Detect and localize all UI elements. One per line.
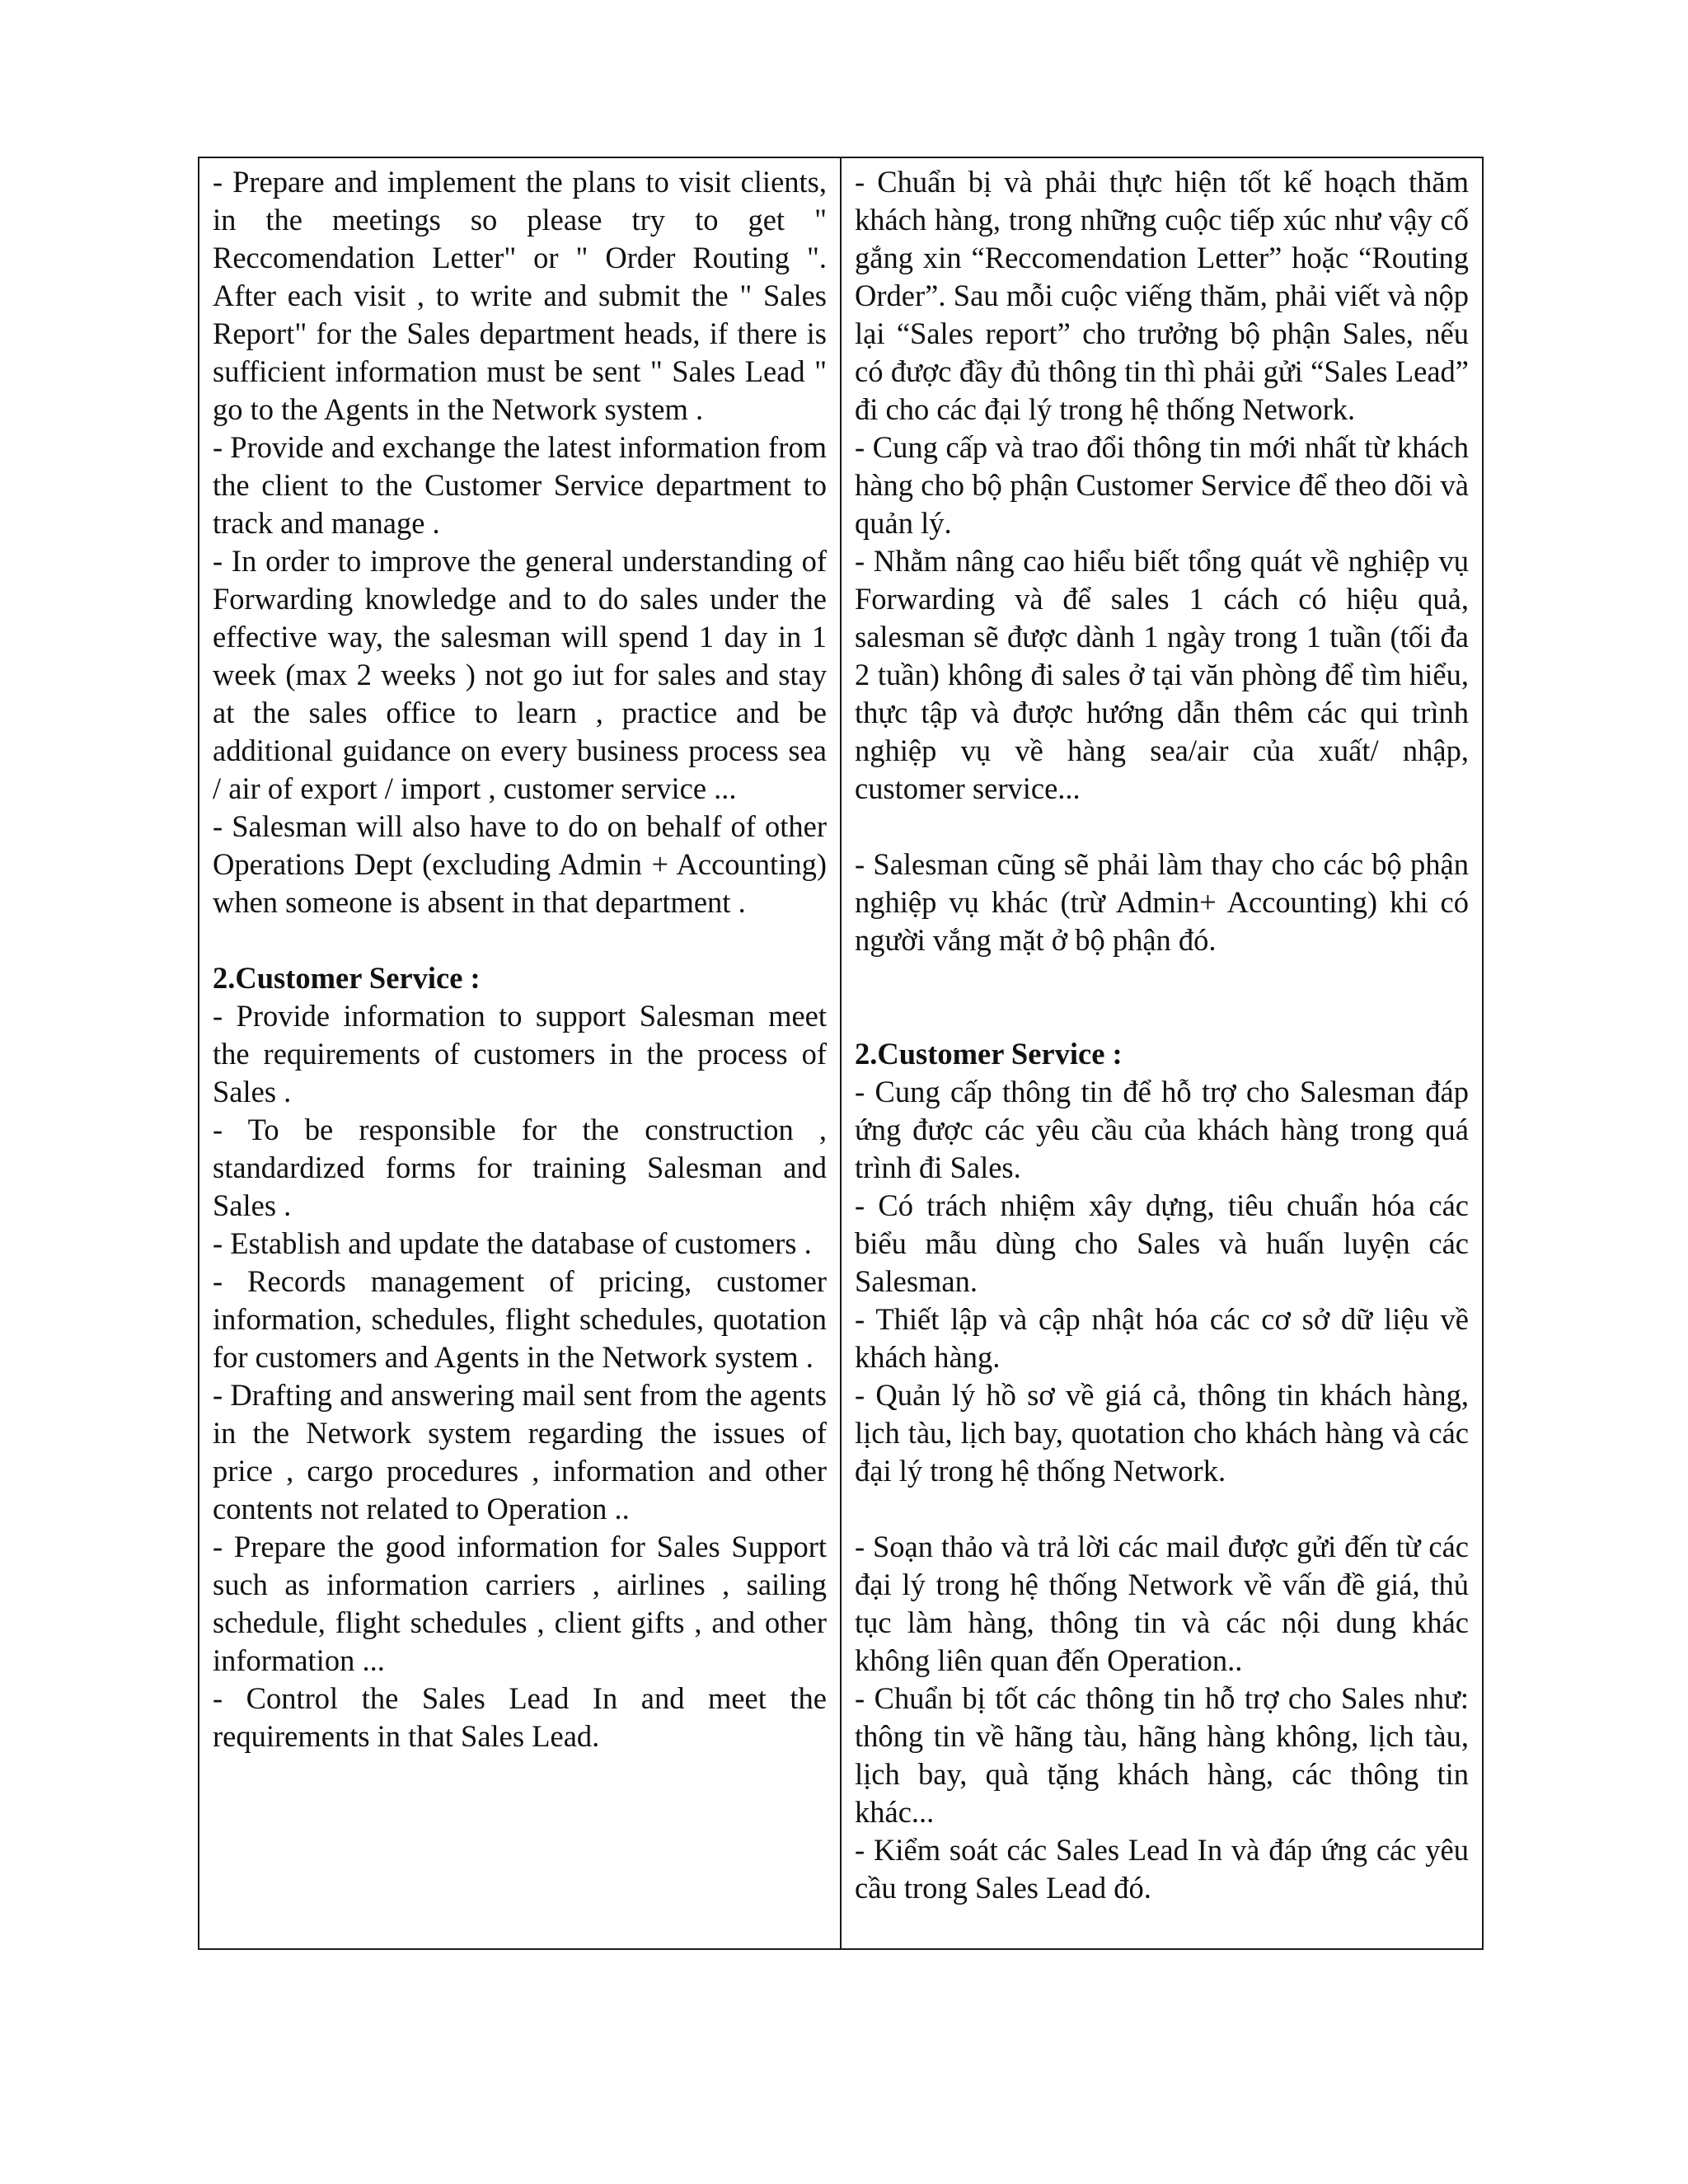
english-column: [199, 158, 842, 1948]
en-sales-para-1: - Prepare and implement the plans to visit clients, in the meetings so please try to get " Reccomendation Letter" or " Order Routing ". After each visit , to write and submit the " Sales Report" for the Sales department heads, if there is sufficient information must be sent " Sales Lead " go to the Agents in the Network system .: [213, 165, 827, 426]
bilingual-table: [198, 157, 1484, 1950]
en-cs-para-4: - Records management of pricing, customer information, schedules, flight schedules, quotation for customers and Agents in the Network system .: [213, 1264, 827, 1374]
en-cs-para-6: - Prepare the good information for Sales Support such as information carriers , airlines , sailing schedule, flight schedules , client gifts , and other information ...: [213, 1530, 827, 1677]
vi-customer-service-heading: 2.Customer Service :: [855, 1037, 1123, 1071]
vi-cs-para-4: - Quản lý hồ sơ về giá cả, thông tin khách hàng, lịch tàu, lịch bay, quotation cho khách hàng và các đại lý trong hệ thống Network.: [855, 1378, 1469, 1488]
vi-cs-para-1: - Cung cấp thông tin để hỗ trợ cho Salesman đáp ứng được các yêu cầu của khách hàng trong quá trình đi Sales.: [855, 1075, 1469, 1184]
en-sales-para-4: - Salesman will also have to do on behalf of other Operations Dept (excluding Admin + Accounting) when someone is absent in that department .: [213, 809, 827, 919]
vi-sales-para-3: - Nhằm nâng cao hiểu biết tổng quát về nghiệp vụ Forwarding và để sales 1 cách có hiệu quả, salesman sẽ được dành 1 ngày trong 1 tuần (tối đa 2 tuần) không đi sales ở tại văn phòng để tìm hiểu, thực tập và được hướng dẫn thêm các qui trình nghiệp vụ về hàng sea/air của xuất/ nhập, customer service...: [855, 544, 1469, 805]
en-cs-para-7: - Control the Sales Lead In and meet the requirements in that Sales Lead.: [213, 1681, 827, 1753]
en-customer-service-heading: 2.Customer Service :: [213, 961, 481, 995]
vi-sales-para-2: - Cung cấp và trao đổi thông tin mới nhất từ khách hàng cho bộ phận Customer Service để theo dõi và quản lý.: [855, 430, 1469, 540]
en-cs-para-5: - Drafting and answering mail sent from the agents in the Network system regarding the issues of price , cargo procedures , information and other contents not related to Operation ..: [213, 1378, 827, 1526]
vietnamese-column: [842, 158, 1482, 1948]
paragraph-spacer: [855, 808, 1469, 846]
vi-cs-para-3: - Thiết lập và cập nhật hóa các cơ sở dữ liệu về khách hàng.: [855, 1302, 1469, 1374]
en-cs-para-2: - To be responsible for the construction , standardized forms for training Salesman and Sales .: [213, 1113, 827, 1222]
section-spacer: [855, 959, 1469, 997]
vi-sales-para-1: - Chuẩn bị và phải thực hiện tốt kế hoạch thăm khách hàng, trong những cuộc tiếp xúc như vậy cố gắng xin “Reccomendation Letter” hoặc “Routing Order”. Sau mỗi cuộc viếng thăm, phải viết và nộp lại “Sales report” cho trưởng bộ phận Sales, nếu có được đầy đủ thông tin thì phải gửi “Sales Lead” đi cho các đại lý trong hệ thống Network.: [855, 165, 1469, 426]
en-cs-para-3: - Establish and update the database of customers .: [213, 1226, 812, 1260]
en-cs-para-1: - Provide information to support Salesman meet the requirements of customers in the process of Sales .: [213, 999, 827, 1108]
section-spacer-2: [855, 997, 1469, 1035]
paragraph-spacer-2: [855, 1490, 1469, 1528]
vi-cs-para-6: - Chuẩn bị tốt các thông tin hỗ trợ cho Sales như: thông tin về hãng tàu, hãng hàng không, lịch tàu, lịch bay, quà tặng khách hàng, các thông tin khác...: [855, 1681, 1469, 1829]
en-sales-para-2: - Provide and exchange the latest information from the client to the Customer Service department to track and manage .: [213, 430, 827, 540]
vi-cs-para-7: - Kiểm soát các Sales Lead In và đáp ứng các yêu cầu trong Sales Lead đó.: [855, 1833, 1469, 1905]
section-spacer: [213, 921, 827, 959]
vi-cs-para-5: - Soạn thảo và trả lời các mail được gửi đến từ các đại lý trong hệ thống Network về vấn đề giá, thủ tục làm hàng, thông tin và các nội dung khác không liên quan đến Operation..: [855, 1530, 1469, 1677]
vi-cs-para-2: - Có trách nhiệm xây dựng, tiêu chuẩn hóa các biểu mẫu dùng cho Sales và huấn luyện các Salesman.: [855, 1188, 1469, 1298]
vi-sales-para-4: - Salesman cũng sẽ phải làm thay cho các bộ phận nghiệp vụ khác (trừ Admin+ Accounting) khi có người vắng mặt ở bộ phận đó.: [855, 847, 1469, 957]
en-sales-para-3: - In order to improve the general understanding of Forwarding knowledge and to do sales under the effective way, the salesman will spend 1 day in 1 week (max 2 weeks ) not go iut for sales and stay at the sales office to learn , practice and be additional guidance on every business process sea / air of export / import , customer service ...: [213, 544, 827, 805]
